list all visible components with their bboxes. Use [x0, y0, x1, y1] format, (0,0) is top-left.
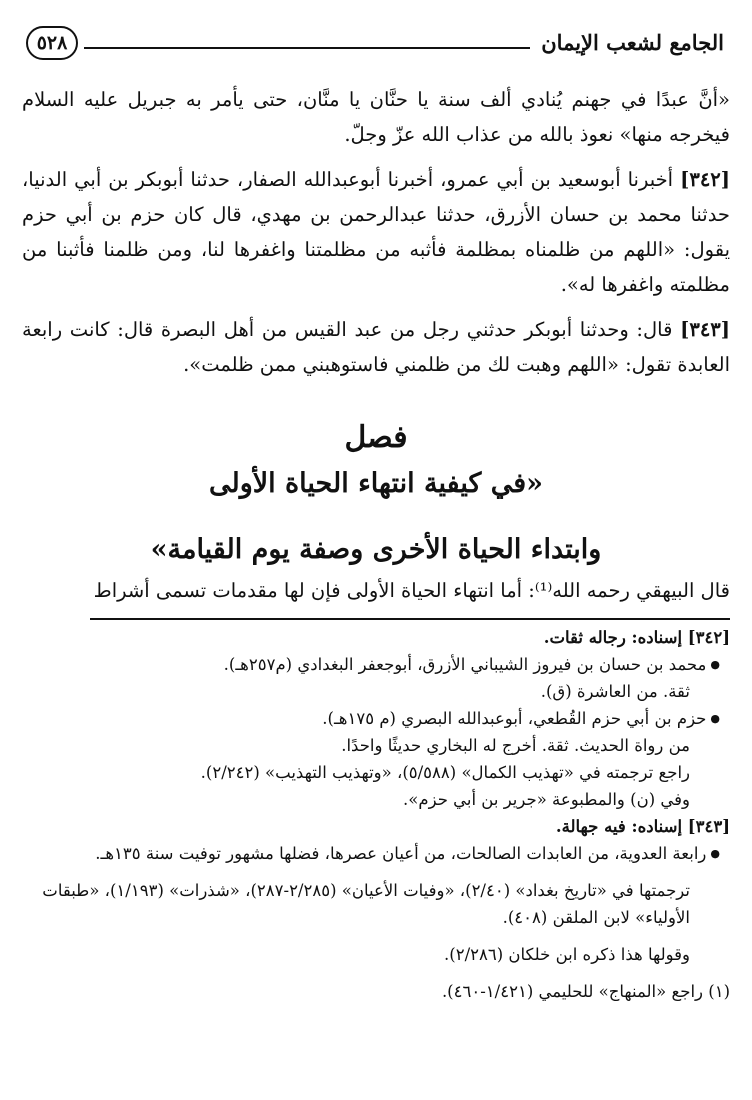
note-342-variant: وفي (ن) والمطبوعة «جرير بن أبي حزم».	[403, 790, 690, 809]
book-page	[22, 18, 730, 1088]
footnotes	[22, 624, 730, 1005]
paragraph-342	[22, 162, 730, 302]
note-342-narrator-2-grade: من رواة الحديث. ثقة. أخرج له البخاري حديثًا واحدًا.	[341, 736, 690, 755]
section-title-line-2: وابتداء الحياة الأخرى وصفة يوم القيامة»	[150, 534, 602, 565]
paragraph-343	[22, 312, 730, 382]
note-343-heading: [٣٤٣] إسناده: فيه جهالة.	[555, 817, 730, 836]
note-342-references: راجع ترجمته في «تهذيب الكمال» (٥/٥٨٨)، «وتهذيب التهذيب» (٢/٢٤٢).	[200, 763, 690, 782]
section-heading	[22, 416, 730, 572]
footnote-rule	[90, 618, 730, 620]
note-342-heading: [٣٤٢] إسناده: رجاله ثقات.	[543, 628, 730, 647]
intro-paragraph: قال البيهقي رحمه الله⁽¹⁾: أما انتهاء الحياة الأولى فإن لها مقدمات تسمى أشراط	[93, 579, 730, 602]
note-343-citation: وقولها هذا ذكره ابن خلكان (٢/٢٨٦).	[444, 945, 690, 964]
section-label: فصل	[344, 420, 408, 455]
hadith-text-343: قال: وحدثنا أبوبكر حدثني رجل من عبد القيس من أهل البصرة قال: كانت رابعة العابدة تقول: «اللهم وهبت لك من ظلمني فاستوهبني ممن ظلمت».	[22, 318, 730, 376]
paragraph-hadith-end: «أنَّ عبدًا في جهنم يُنادي ألف سنة يا حنَّان يا منَّان، حتى يأمر به جبريل عليه السلام فيخرجه منها» نعوذ بالله من عذاب الله عزّ وجلّ.	[22, 88, 730, 146]
page-header	[22, 18, 730, 68]
note-342-narrator-2: ● حزم بن أبي حزم القُطعي، أبوعبدالله البصري (م ١٧٥هـ).	[22, 705, 730, 732]
note-342-narrator-1-grade: ثقة. من العاشرة (ق).	[540, 682, 690, 701]
header-rule	[84, 47, 530, 49]
note-342-narrator-1: ● محمد بن حسان بن فيروز الشيباني الأزرق، أبوجعفر البغدادي (م٢٥٧هـ).	[22, 651, 730, 678]
running-title: الجامع لشعب الإيمان	[541, 30, 724, 55]
main-text	[22, 82, 730, 392]
section-title-line-1: «في كيفية انتهاء الحياة الأولى	[208, 468, 544, 499]
hadith-number-343: [٣٤٣]	[680, 318, 730, 341]
note-343-references: ترجمتها في «تاريخ بغداد» (٢/٤٠)، «وفيات الأعيان» (٢/٢٨٥-٢٨٧)، «شذرات» (١/١٩٣)، «طبقات الأولياء» لابن الملقن (٤٠٨).	[42, 881, 690, 927]
hadith-number-342: [٣٤٢]	[680, 168, 730, 191]
hadith-text-342: أخبرنا أبوسعيد بن أبي عمرو، أخبرنا أبوعبدالله الصفار، حدثنا أبوبكر بن أبي الدنيا، حدثنا محمد بن حسان الأزرق، حدثنا عبدالرحمن بن مهدي، قال كان حزم بن أبي حزم يقول: «اللهم من ظلمناه بمظلمة فأثبه من مظلمتنا واغفرها لنا، ومن ظلمنا فأثبنا من مظلمته واغفرها له».	[22, 168, 730, 296]
footnote-1: (١) راجع «المنهاج» للحليمي (١/٤٢١-٤٦٠).	[441, 982, 730, 1001]
note-343-narrator: ● رابعة العدوية، من العابدات الصالحات، من أعيان عصرها، فضلها مشهور توفيت سنة ١٣٥هـ.	[22, 840, 730, 867]
page-number: ٥٢٨	[26, 26, 78, 60]
